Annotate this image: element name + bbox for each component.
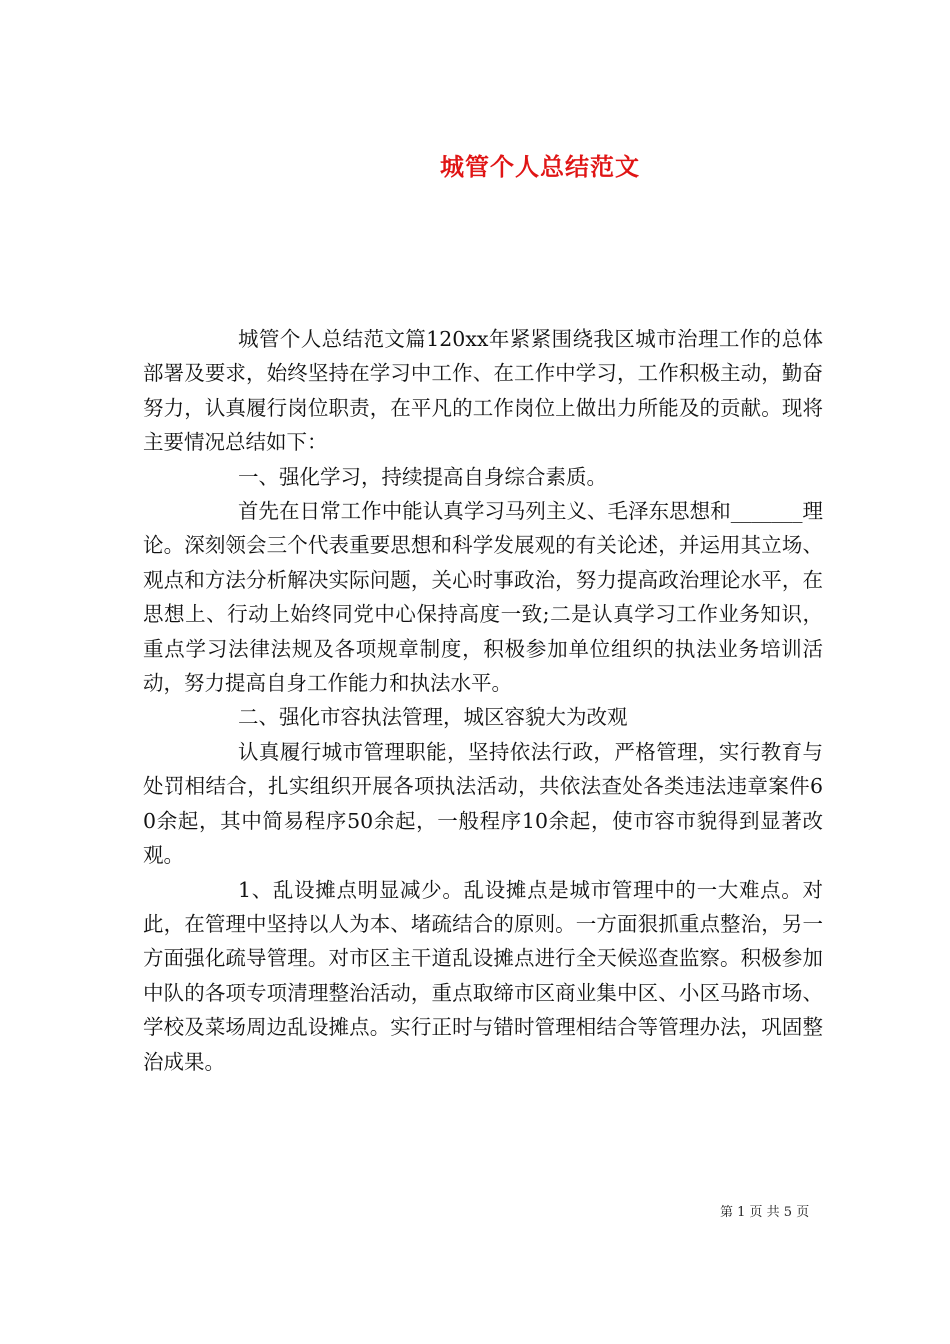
paragraph-stalls: 1、乱设摊点明显减少。乱设摊点是城市管理中的一大难点。对此，在管理中坚持以人为本、堵疏结合的原则。一方面狠抓重点整治，另一方面强化疏导管理。对市区主干道乱设摊点进行全天候巡查监察。积极参加中队的各项专项清理整治活动，重点取缔市区商业集中区、小区马路市场、学校及菜场周边乱设摊点。实行正时与错时管理相结合等管理办法，巩固整治成果。 (143, 877, 823, 1074)
section-heading-2: 二、强化市容执法管理，城区容貌大为改观 (238, 705, 628, 730)
document-title: 城管个人总结范文 (440, 152, 640, 182)
paragraph-enforcement: 认真履行城市管理职能，坚持依法行政，严格管理，实行教育与处罚相结合，扎实组织开展各项执法活动，共依法查处各类违法违章案件60余起，其中简易程序50余起，一般程序10余起，使市容市貌得到显著改观。 (143, 739, 823, 868)
paragraph-study: 首先在日常工作中能认真学习马列主义、毛泽东思想和_______理论。深刻领会三个代表重要思想和科学发展观的有关论述，并运用其立场、观点和方法分析解决实际问题，关心时事政治，努力提高政治理论水平，在思想上、行动上始终同党中心保持高度一致;二是认真学习工作业务知识，重点学习法律法规及各项规章制度，积极参加单位组织的执法业务培训活动，努力提高自身工作能力和执法水平。 (143, 499, 823, 696)
section-heading-1: 一、强化学习，持续提高自身综合素质。 (238, 464, 607, 489)
page-indicator: 第 1 页 共 5 页 (720, 1205, 810, 1220)
paragraph-intro: 城管个人总结范文篇120xx年紧紧围绕我区城市治理工作的总体部署及要求，始终坚持在学习中工作、在工作中学习，工作积极主动，勤奋努力，认真履行岗位职责，在平凡的工作岗位上做出力所能及的贡献。现将主要情况总结如下： (143, 327, 823, 455)
document-body (143, 322, 823, 1079)
